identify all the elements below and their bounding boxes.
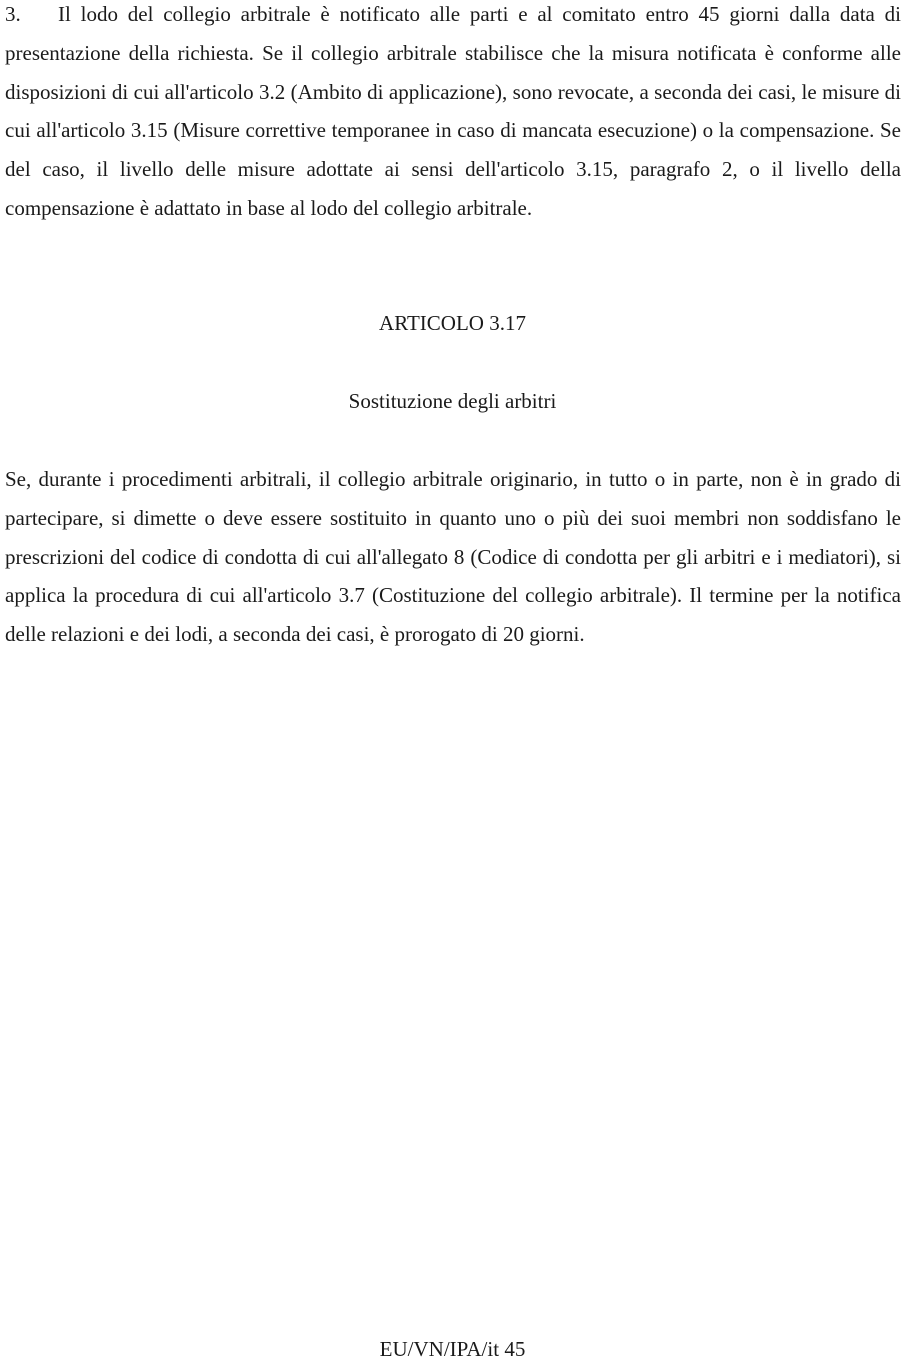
paragraph-number: 3. bbox=[5, 2, 21, 26]
page-footer: EU/VN/IPA/it 45 bbox=[379, 1337, 526, 1361]
paragraph-3 bbox=[5, 0, 901, 228]
article-body: Se, durante i procedimenti arbitrali, il collegio arbitrale originario, in tutto o in parte, non è in grado di partecipare, si dimette o deve essere sostituito in quanto uno o più dei suoi membri non soddisfano le prescrizioni del codice di condotta di cui all'allegato 8 (Codice di condotta per gli arbitri e i mediatori), si applica la procedura di cui all'articolo 3.7 (Costituzione del collegio arbitrale). Il termine per la notifica delle relazioni e dei lodi, a seconda dei casi, è prorogato di 20 giorni. bbox=[5, 467, 901, 647]
article-title: Sostituzione degli arbitri bbox=[348, 389, 557, 413]
article-number: ARTICOLO 3.17 bbox=[379, 311, 526, 335]
paragraph-3-text: Il lodo del collegio arbitrale è notificato alle parti e al comitato entro 45 giorni dalla data di presentazione della richiesta. Se il collegio arbitrale stabilisce che la misura notificata è conforme alle disposizioni di cui all'articolo 3.2 (Ambito di applicazione), sono revocate, a seconda dei casi, le misure di cui all'articolo 3.15 (Misure correttive temporanee in caso di mancata esecuzione) o la compensazione. Se del caso, il livello delle misure adottate ai sensi dell'articolo 3.15, paragrafo 2, o il livello della compensazione è adattato in base al lodo del collegio arbitrale. bbox=[5, 2, 901, 220]
